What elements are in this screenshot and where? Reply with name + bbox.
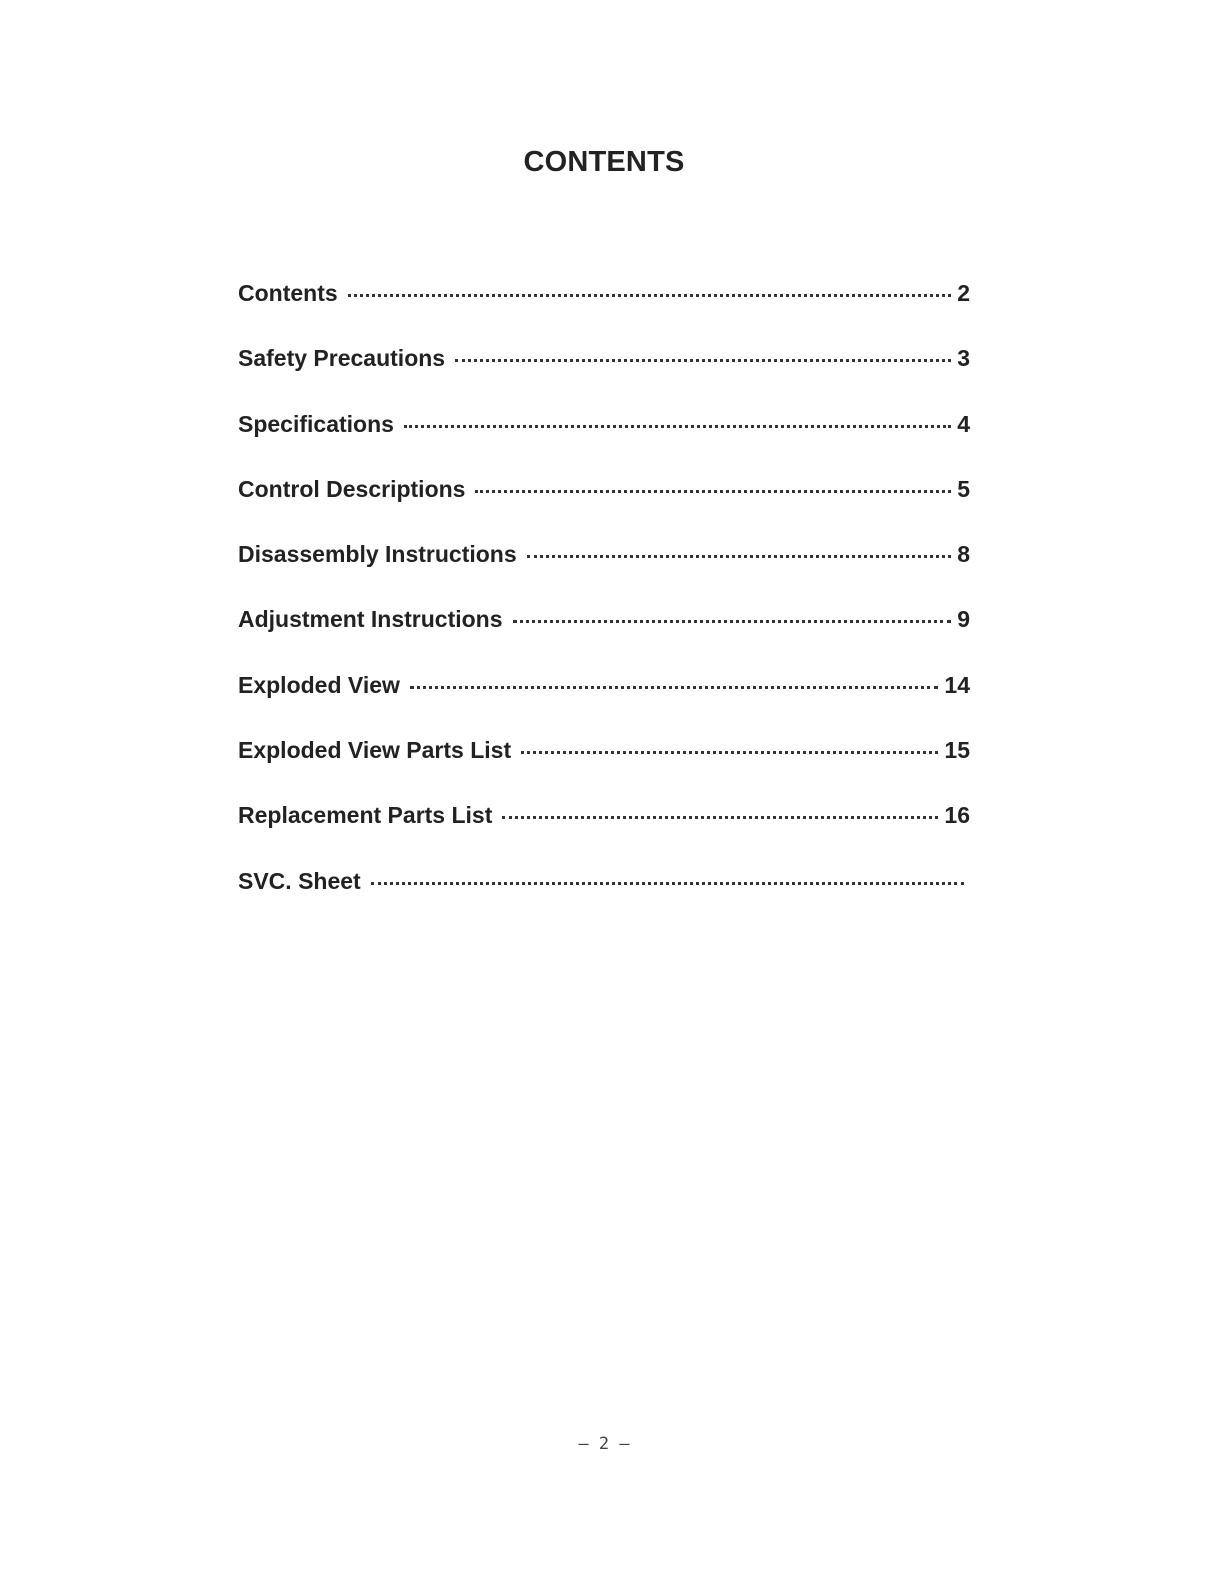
toc-entry-label: Specifications	[238, 410, 394, 437]
dot-leader	[513, 620, 952, 623]
toc-entry-page: 9	[957, 606, 970, 633]
dot-leader	[475, 490, 951, 493]
dot-leader	[404, 425, 951, 428]
toc-entry-label: Disassembly Instructions	[238, 541, 517, 568]
toc-entry-label: Contents	[238, 280, 338, 306]
toc-entry-adjustment-instructions[interactable]	[238, 606, 970, 671]
toc-entry-label: Safety Precautions	[238, 345, 446, 372]
toc-entry-page: 5	[957, 475, 970, 502]
toc-entry-safety-precautions[interactable]	[238, 345, 970, 410]
toc-entry-label: Adjustment Instructions	[238, 606, 503, 633]
dot-leader	[527, 555, 952, 558]
toc-entry-exploded-view-parts-list[interactable]	[238, 737, 970, 802]
table-of-contents	[238, 280, 970, 933]
page-title: CONTENTS	[523, 146, 685, 178]
toc-entry-page: 15	[944, 737, 970, 764]
toc-entry-page: 4	[957, 410, 970, 437]
toc-entry-disassembly-instructions[interactable]	[238, 541, 970, 606]
dot-leader	[371, 882, 964, 885]
toc-entry-svc-sheet[interactable]	[238, 868, 970, 933]
dot-leader	[455, 359, 951, 362]
toc-entry-contents[interactable]	[238, 280, 970, 345]
dot-leader	[521, 751, 938, 754]
page-number: – 2 –	[578, 1434, 630, 1454]
toc-entry-page: 14	[944, 671, 970, 698]
toc-entry-exploded-view[interactable]	[238, 672, 970, 737]
dot-leader	[502, 816, 938, 819]
dot-leader	[348, 294, 952, 297]
toc-entry-label: Control Descriptions	[238, 475, 466, 502]
toc-entry-control-descriptions[interactable]	[238, 476, 970, 541]
toc-entry-page: 16	[944, 802, 970, 829]
toc-entry-replacement-parts-list[interactable]	[238, 802, 970, 867]
toc-entry-page: 8	[957, 541, 970, 568]
toc-entry-label: Replacement Parts List	[238, 802, 493, 829]
toc-entry-page: 3	[957, 345, 970, 372]
toc-entry-label: SVC. Sheet	[238, 867, 361, 894]
dot-leader	[410, 686, 939, 689]
toc-entry-label: Exploded View	[238, 671, 400, 698]
toc-entry-page: 2	[957, 280, 970, 306]
toc-entry-label: Exploded View Parts List	[238, 737, 512, 764]
toc-entry-specifications[interactable]	[238, 411, 970, 476]
